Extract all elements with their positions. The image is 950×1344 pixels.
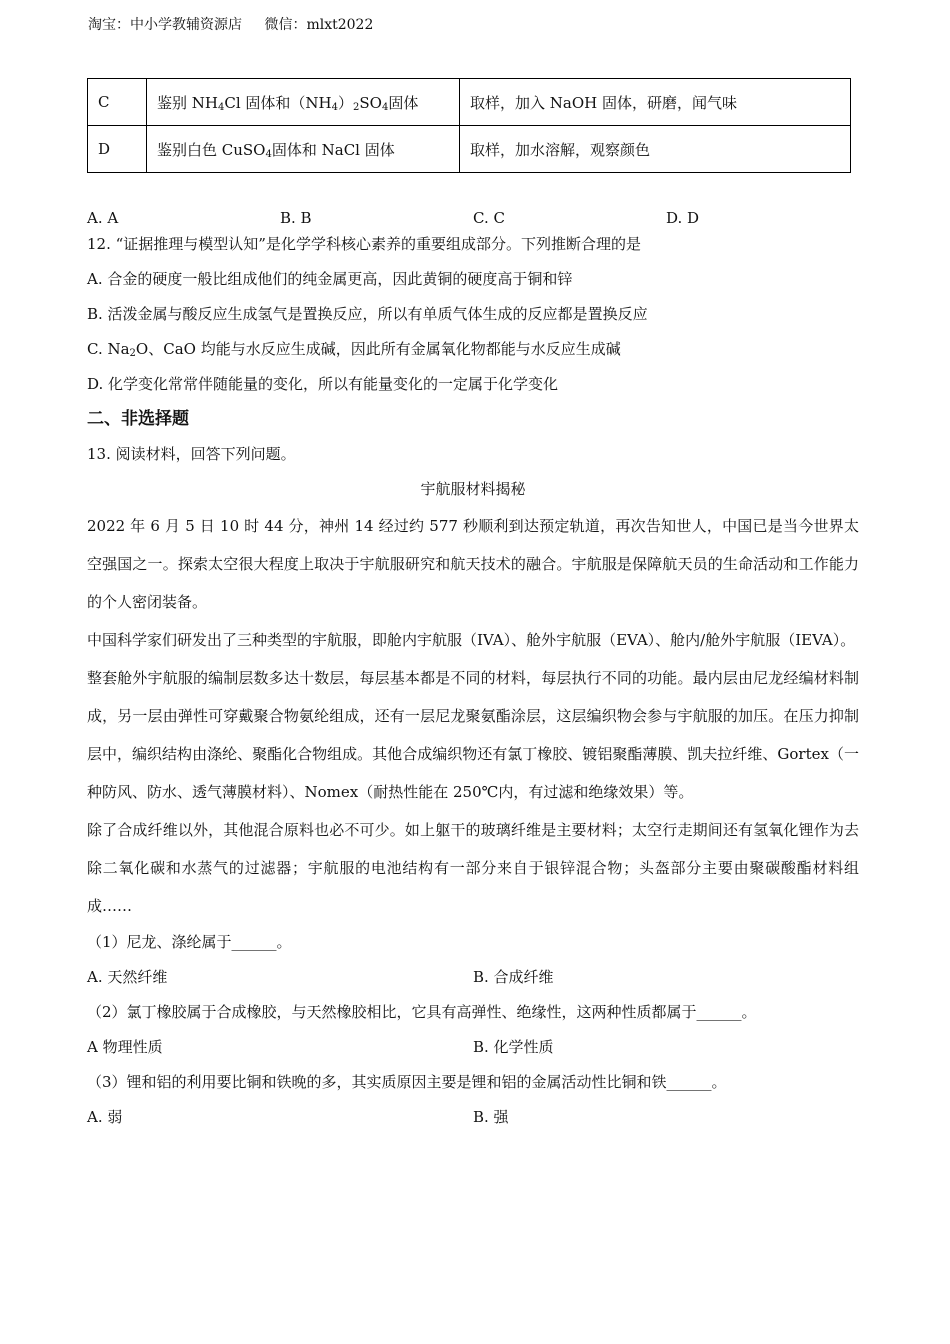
sub1-option-a: A. 天然纤维 xyxy=(87,968,168,986)
row-method: 取样，加水溶解，观察颜色 xyxy=(460,126,851,173)
row-method: 取样，加入 NaOH 固体，研磨，闻气味 xyxy=(460,79,851,126)
sub3-option-a: A. 弱 xyxy=(87,1108,123,1126)
header-wechat: 微信：mlxt2022 xyxy=(264,17,374,33)
q12-option-d: D. 化学变化常常伴随能量的变化，所以有能量变化的一定属于化学变化 xyxy=(87,375,559,393)
q13-sub2-options xyxy=(87,1030,859,1065)
q11-option-a: A. A xyxy=(87,209,119,227)
q12-option-b: B. 活泼金属与酸反应生成氢气是置换反应，所以有单质气体生成的反应都是置换反应 xyxy=(87,305,648,323)
article-paragraph: 中国科学家们研发出了三种类型的宇航服，即舱内宇航服（IVA）、舱外宇航服（EVA）、舱内/舱外宇航服（IEVA）。 xyxy=(87,631,856,649)
page-header xyxy=(88,14,373,34)
q12-option-a: A. 合金的硬度一般比组成他们的纯金属更高，因此黄铜的硬度高于铜和锌 xyxy=(87,270,573,288)
q13-sub1-options xyxy=(87,960,859,995)
article-paragraph: 除了合成纤维以外，其他混合原料也必不可少。如上躯干的玻璃纤维是主要材料；太空行走期间还有氢氧化锂作为去除二氧化碳和水蒸气的过滤器；宇航服的电池结构有一部分来自于银锌混合物；头盔部分主要由聚碳酸酯材料组成…… xyxy=(87,821,859,915)
row-letter: C xyxy=(88,79,147,126)
sub2-option-a: A 物理性质 xyxy=(87,1038,163,1056)
article-paragraph: 整套舱外宇航服的编制层数多达十数层，每层基本都是不同的材料，每层执行不同的功能。最内层由尼龙经编材料制成，另一层由弹性可穿戴聚合物氨纶组成，还有一层尼龙聚氨酯涂层，这层编织物会参与宇航服的加压。在压力抑制层中，编织结构由涤纶、聚酯化合物组成。其他合成编织物还有氯丁橡胶、镀铝聚酯薄膜、凯夫拉纤维、Gortex（一种防风、防水、透气薄膜材料）、Nomex（耐热性能在 250℃内，有过滤和绝缘效果）等。 xyxy=(87,669,859,801)
document-body xyxy=(87,78,859,1135)
q13-sub-question-2: （2）氯丁橡胶属于合成橡胶，与天然橡胶相比，它具有高弹性、绝缘性，这两种性质都属于______。 xyxy=(87,1003,757,1021)
sub1-option-b: B. 合成纤维 xyxy=(473,968,554,986)
q13-sub-question-3: （3）锂和铝的利用要比铜和铁晚的多，其实质原因主要是锂和铝的金属活动性比铜和铁______。 xyxy=(87,1073,727,1091)
q13-stem: 13. 阅读材料，回答下列问题。 xyxy=(87,445,296,463)
row-purpose: 鉴别 $NH_4Cl$ 固体和$(NH_4)_2SO_4$固体 xyxy=(147,79,460,126)
q12-option-c: C. $Na_2O$、CaO 均能与水反应生成碱，因此所有金属氧化物都能与水反应生成碱 xyxy=(87,340,621,359)
q13-sub-question-1: （1）尼龙、涤纶属于______。 xyxy=(87,933,292,951)
q11-option-b: B. B xyxy=(280,209,312,227)
q12-stem: 12. “证据推理与模型认知”是化学学科核心素养的重要组成部分。下列推断合理的是 xyxy=(87,235,641,253)
q11-options xyxy=(87,209,859,227)
experiment-table xyxy=(87,78,851,173)
table-row xyxy=(88,79,851,126)
q11-option-d: D. D xyxy=(666,209,700,227)
sub2-option-b: B. 化学性质 xyxy=(473,1038,554,1056)
row-purpose: 鉴别白色 CuSO$_4$固体和 NaCl 固体 xyxy=(147,126,460,173)
q13-sub3-options xyxy=(87,1100,859,1135)
article-title: 宇航服材料揭秘 xyxy=(420,480,526,498)
article-paragraph: 2022 年 6 月 5 日 10 时 44 分，神州 14 经过约 577 秒顺利到达预定轨道，再次告知世人，中国已是当今世界太空强国之一。探索太空很大程度上取决于宇航服研究和航天技术的融合。宇航服是保障航天员的生命活动和工作能力的个人密闭装备。 xyxy=(87,517,859,611)
section-title: 二、非选择题 xyxy=(87,409,189,429)
table-row xyxy=(88,126,851,173)
row-letter: D xyxy=(88,126,147,173)
q11-option-c: C. C xyxy=(473,209,505,227)
sub3-option-b: B. 强 xyxy=(473,1108,509,1126)
header-shop: 淘宝：中小学教辅资源店 xyxy=(88,17,242,33)
